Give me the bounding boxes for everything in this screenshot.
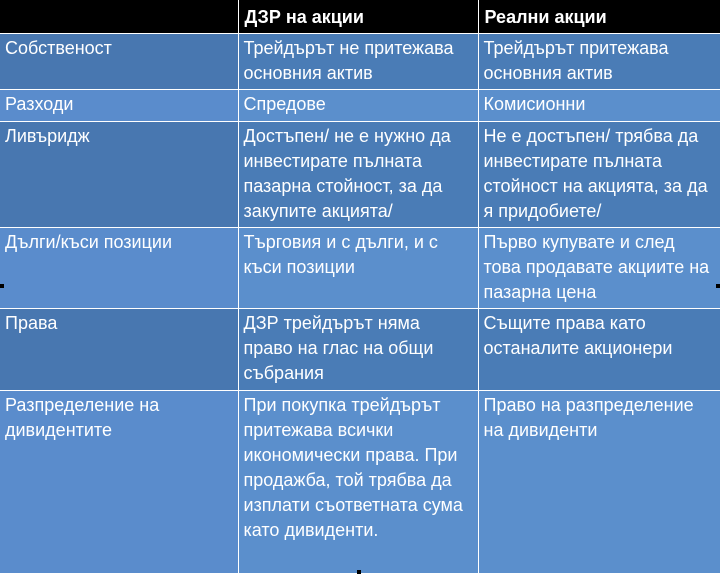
cfd-cell: Спредове (238, 89, 478, 121)
real-cell: Трейдърът притежава основния актив (478, 33, 720, 89)
selection-handle (357, 570, 361, 574)
row-label: Собственост (0, 33, 238, 89)
table-row (0, 390, 720, 574)
selection-handle (0, 284, 4, 288)
table-row (0, 33, 720, 89)
header-cfd: ДЗР на акции (238, 0, 478, 33)
row-label: Ливъридж (0, 121, 238, 227)
row-label: Дълги/къси позиции (0, 227, 238, 308)
cfd-cell: Достъпен/ не е нужно да инвестирате пълната пазарна стойност, за да закупите акцията/ (238, 121, 478, 227)
cfd-cell: ДЗР трейдърът няма право на глас на общи събрания (238, 308, 478, 390)
table-row (0, 227, 720, 308)
table-row (0, 308, 720, 390)
header-empty (0, 0, 238, 33)
header-row (0, 0, 720, 33)
cfd-cell: При покупка трейдърът притежава всички икономически права. При продажба, той трябва да изплати съответната сума като дивиденти. (238, 390, 478, 574)
real-cell: Право на разпределение на дивиденти (478, 390, 720, 574)
selection-handle (716, 284, 720, 288)
table-row (0, 121, 720, 227)
cfd-cell: Трейдърът не притежава основния актив (238, 33, 478, 89)
table-row (0, 89, 720, 121)
real-cell: Не е достъпен/ трябва да инвестирате пълната стойност на акцията, за да я придобиете/ (478, 121, 720, 227)
row-label: Права (0, 308, 238, 390)
row-label: Разходи (0, 89, 238, 121)
cfd-cell: Търговия и с дълги, и с къси позиции (238, 227, 478, 308)
header-real: Реални акции (478, 0, 720, 33)
real-cell: Комисионни (478, 89, 720, 121)
row-label: Разпределение на дивидентите (0, 390, 238, 574)
real-cell: Първо купувате и след това продавате акциите на пазарна цена (478, 227, 720, 308)
real-cell: Същите права като останалите акционери (478, 308, 720, 390)
